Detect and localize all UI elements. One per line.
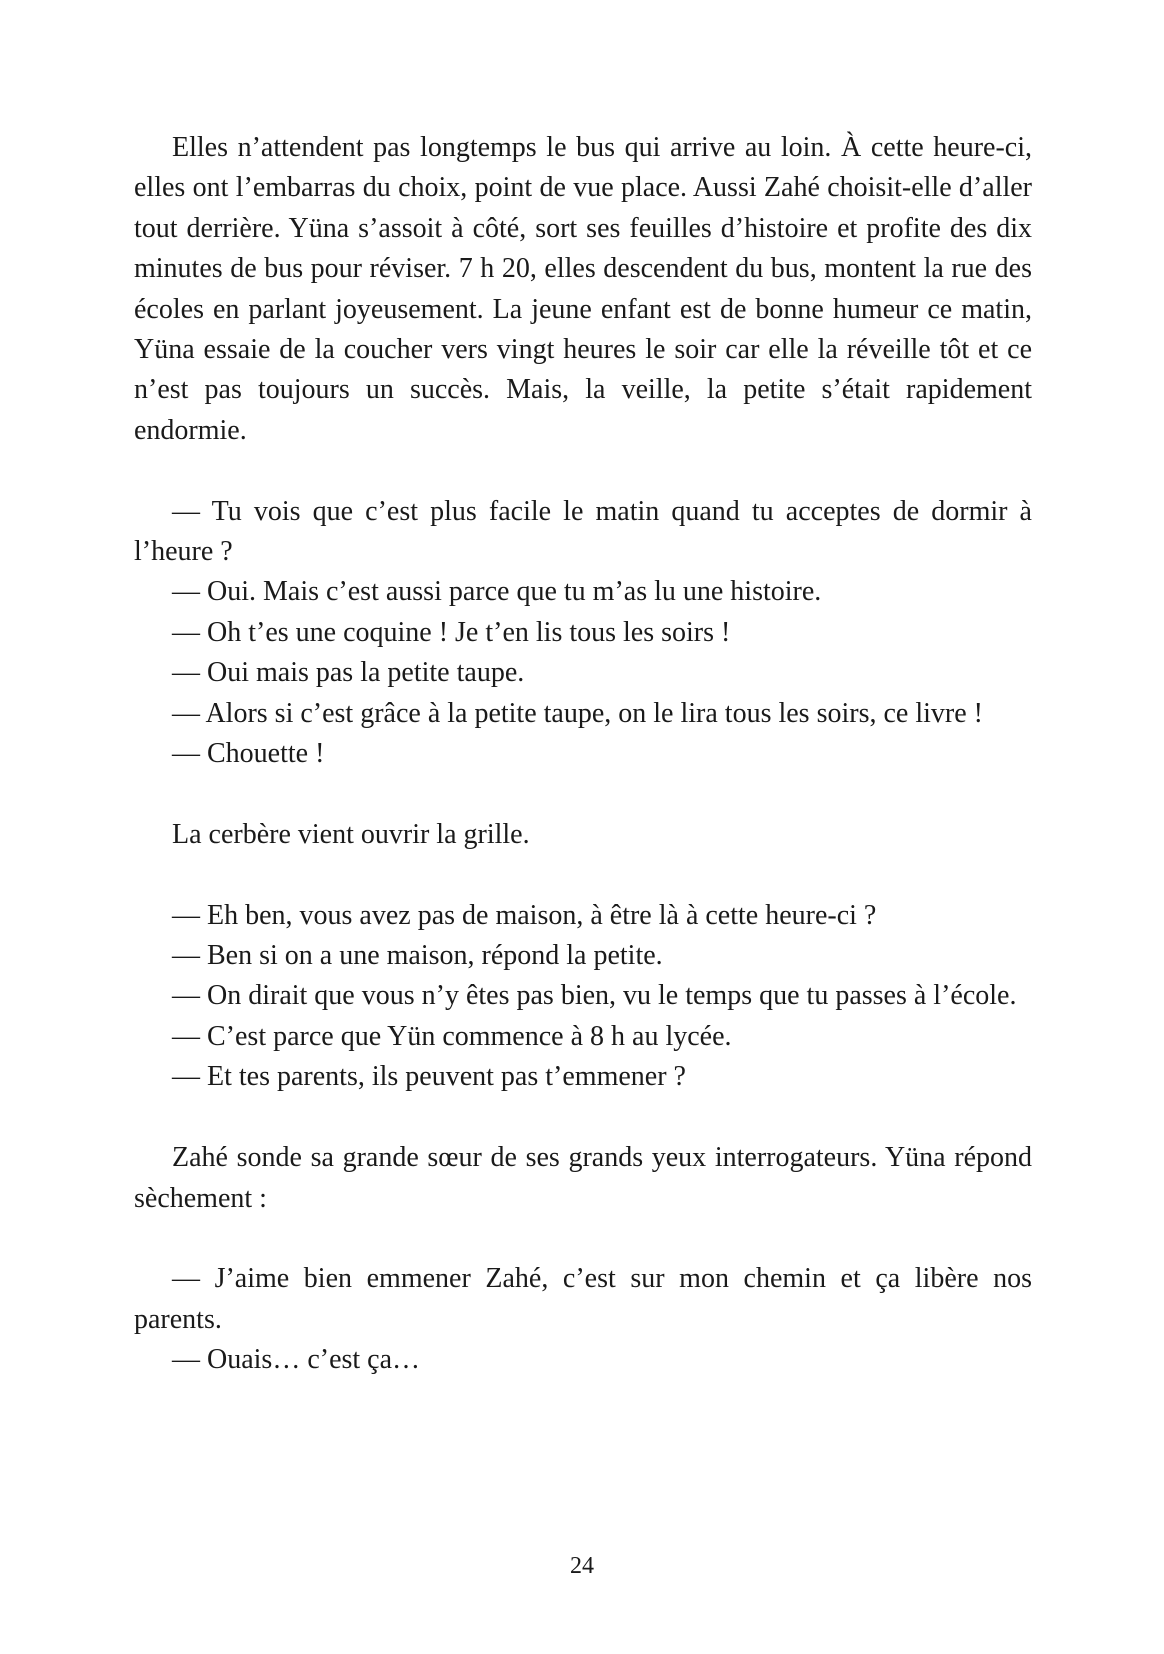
narrative-paragraph: La cerbère vient ouvrir la grille.	[172, 818, 530, 850]
dialogue-line: — Oui. Mais c’est aussi parce que tu m’as lu une histoire.	[172, 576, 822, 608]
dialogue-line: — Oui mais pas la petite taupe.	[172, 657, 525, 689]
paragraph-spacer	[134, 774, 1032, 814]
narrative-paragraph: Zahé sonde sa grande sœur de ses grands yeux interrogateurs. Yüna répond sèchement :	[134, 1142, 1032, 1214]
dialogue-line: — Ouais… c’est ça…	[172, 1344, 421, 1376]
paragraph-spacer	[134, 1098, 1032, 1138]
paragraph-spacer	[134, 855, 1032, 895]
paragraph-spacer	[134, 451, 1032, 491]
dialogue-line: — Oh t’es une coquine ! Je t’en lis tous les soirs !	[172, 616, 731, 648]
page-number: 24	[570, 1553, 594, 1579]
dialogue-line: — Ben si on a une maison, répond la petite.	[172, 940, 663, 972]
dialogue-line: — Tu vois que c’est plus facile le matin quand tu acceptes de dormir à l’heure ?	[134, 495, 1032, 568]
page-text	[134, 128, 1032, 1381]
dialogue-line: — J’aime bien emmener Zahé, c’est sur mon chemin et ça libère nos parents.	[134, 1263, 1032, 1335]
paragraph-spacer	[134, 1219, 1032, 1259]
dialogue-line: — C’est parce que Yün commence à 8 h au lycée.	[172, 1020, 732, 1052]
narrative-paragraph: Elles n’attendent pas longtemps le bus qui arrive au loin. À cette heure-ci, elles ont l’embarras du choix, point de vue place. Aussi Zahé choisit-elle d’aller tout derrière. Yüna s’assoit à côté, sort ses feuilles d’histoire et profite des dix minutes de bus pour réviser. 7 h 20, elles descendent du bus, montent la rue des écoles en parlant joyeusement. La jeune enfant est de bonne humeur ce matin, Yüna essaie de la coucher vers vingt heures le soir car elle la réveille tôt et ce n’est pas toujours un succès. Mais, la veille, la petite s’était rapidement endormie.	[134, 132, 1032, 446]
dialogue-line: — Et tes parents, ils peuvent pas t’emmener ?	[172, 1061, 686, 1093]
dialogue-line: — On dirait que vous n’y êtes pas bien, vu le temps que tu passes à l’école.	[172, 980, 1017, 1012]
dialogue-line: — Eh ben, vous avez pas de maison, à être là à cette heure-ci ?	[172, 899, 877, 931]
dialogue-line: — Alors si c’est grâce à la petite taupe, on le lira tous les soirs, ce livre !	[172, 697, 983, 729]
dialogue-line: — Chouette !	[172, 738, 325, 770]
